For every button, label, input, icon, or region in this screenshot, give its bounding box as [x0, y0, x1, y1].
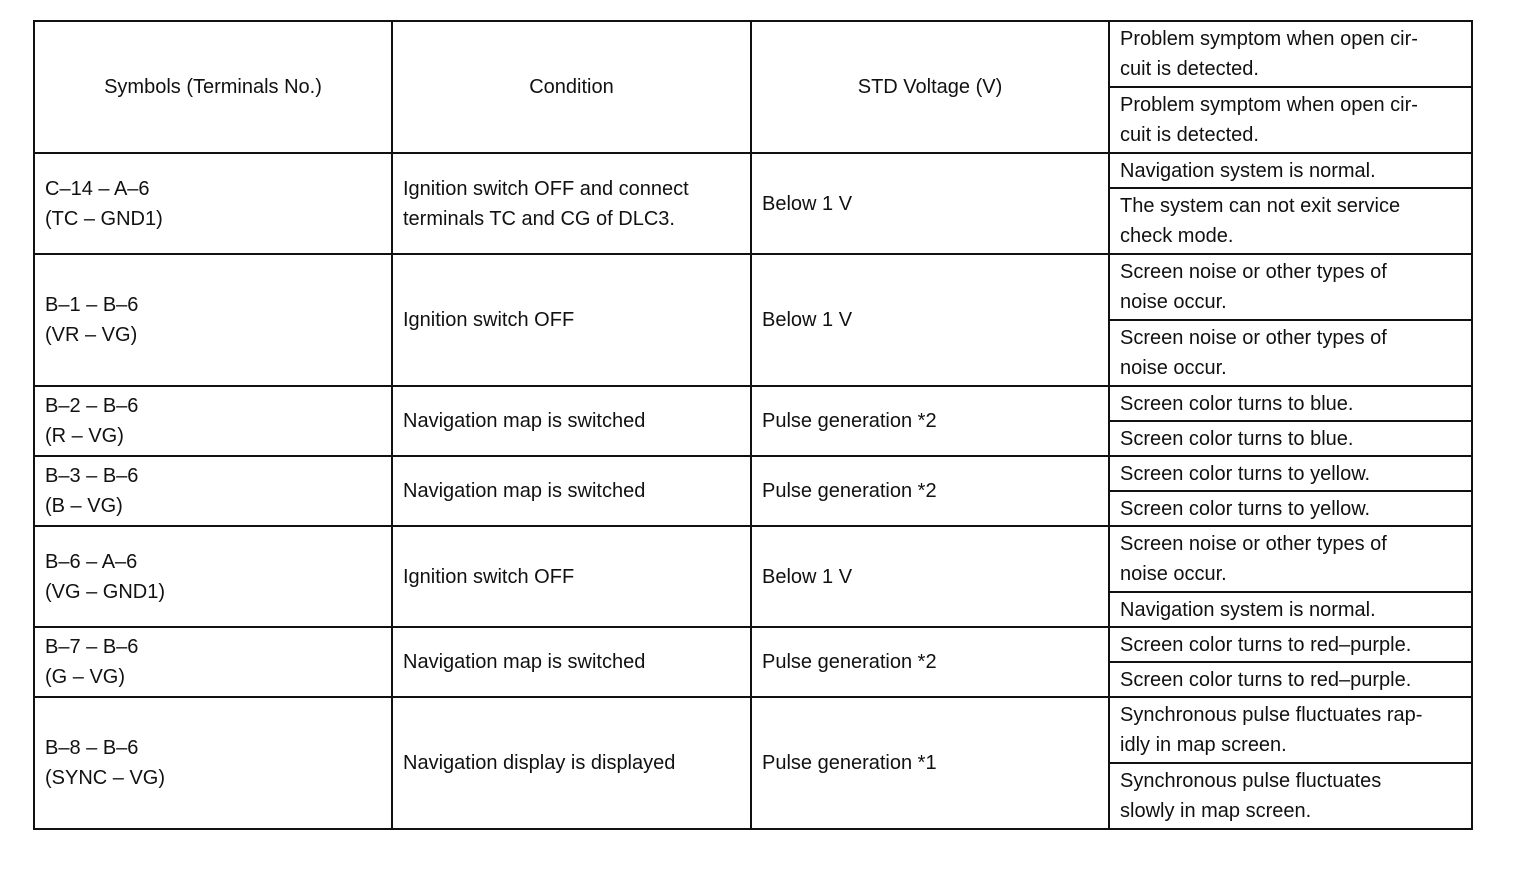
- symptom-b-line: Screen noise or other types of: [1120, 327, 1387, 349]
- symptom-b-cell: [1109, 592, 1472, 627]
- symptom-b-line: Screen color turns to red–purple.: [1120, 668, 1412, 691]
- terminal-symbol-cell: [34, 386, 392, 456]
- std-voltage-cell: Below 1 V: [751, 254, 1109, 386]
- table-row: [34, 627, 1472, 662]
- symptom-a-line: Problem symptom when open cir-: [1120, 28, 1418, 50]
- header-std-voltage: STD Voltage (V): [751, 21, 1109, 153]
- symptom-a-line: noise occur.: [1120, 291, 1227, 313]
- symptom-b-line: The system can not exit service: [1120, 195, 1401, 217]
- terminal-symbol-cell: [34, 153, 392, 254]
- symptom-b-line: Screen color turns to blue.: [1120, 427, 1354, 450]
- header-symbols: Symbols (Terminals No.): [34, 21, 392, 153]
- condition-cell: [392, 697, 751, 829]
- terminal-symbol-line: (TC – GND1): [45, 207, 163, 230]
- symptom-a-cell: [1109, 153, 1472, 188]
- symptom-b-line: Problem symptom when open cir-: [1120, 94, 1418, 116]
- condition-line: terminals TC and CG of DLC3.: [403, 207, 675, 230]
- condition-cell: [392, 153, 751, 254]
- terminal-symbol-line: (B – VG): [45, 495, 123, 517]
- symptom-a-line: idly in map screen.: [1120, 734, 1287, 756]
- symptom-a-cell: [1109, 456, 1472, 491]
- table-row: [34, 456, 1472, 491]
- header-row: [34, 21, 1472, 87]
- symptom-a-line: Screen color turns to red–purple.: [1120, 633, 1412, 656]
- symptom-b-cell: [1109, 188, 1472, 254]
- condition-line: Ignition switch OFF: [403, 565, 575, 588]
- symptom-a-cell: [1109, 627, 1472, 662]
- std-voltage-cell: Pulse generation *2: [751, 386, 1109, 456]
- terminal-symbol-line: C–14 – A–6: [45, 177, 150, 200]
- terminal-symbol-line: (VR – VG): [45, 324, 138, 346]
- condition-line: Ignition switch OFF: [403, 309, 575, 331]
- symptom-b-line: check mode.: [1120, 225, 1234, 247]
- table-body: [34, 21, 1472, 829]
- condition-cell: [392, 456, 751, 526]
- table-row: [34, 254, 1472, 320]
- condition-cell: [392, 627, 751, 697]
- symptom-a-cell: [1109, 254, 1472, 320]
- symptom-b-cell: [1109, 421, 1472, 456]
- symptom-b-line: cuit is detected.: [1120, 124, 1259, 146]
- condition-line: Navigation map is switched: [403, 480, 646, 502]
- terminal-symbol-line: (R – VG): [45, 425, 124, 447]
- symptom-a-line: Screen noise or other types of: [1120, 533, 1387, 555]
- terminal-symbol-line: B–3 – B–6: [45, 465, 139, 487]
- symptom-b-cell: [1109, 491, 1472, 526]
- terminal-symbol-cell: [34, 697, 392, 829]
- terminal-symbol-cell: [34, 526, 392, 627]
- symptom-a-cell: [1109, 526, 1472, 592]
- symptom-b-line: slowly in map screen.: [1120, 800, 1312, 822]
- table-row: [34, 386, 1472, 421]
- symptom-a-line: Screen noise or other types of: [1120, 261, 1387, 283]
- symptom-b-line: noise occur.: [1120, 357, 1227, 379]
- symptom-b-cell: [1109, 662, 1472, 697]
- symptom-b-line: Screen color turns to yellow.: [1120, 497, 1371, 520]
- condition-line: Navigation display is displayed: [403, 752, 676, 774]
- table-row: [34, 697, 1472, 763]
- terminal-symbol-line: (VG – GND1): [45, 580, 166, 603]
- condition-line: Ignition switch OFF and connect: [403, 177, 689, 200]
- table-row: [34, 153, 1472, 188]
- std-voltage-cell: Pulse generation *2: [751, 456, 1109, 526]
- std-voltage-cell: Below 1 V: [751, 526, 1109, 627]
- terminal-symbol-line: B–1 – B–6: [45, 294, 139, 316]
- terminal-voltage-table: [33, 20, 1473, 830]
- symptom-a-line: noise occur.: [1120, 563, 1227, 585]
- condition-cell: [392, 526, 751, 627]
- symptom-a-line: Navigation system is normal.: [1120, 159, 1376, 182]
- symptom-b-cell: [1109, 320, 1472, 386]
- header-symptom-b: [1109, 87, 1472, 153]
- symptom-b-cell: [1109, 763, 1472, 829]
- std-voltage-cell: Below 1 V: [751, 153, 1109, 254]
- symptom-a-line: Synchronous pulse fluctuates rap-: [1120, 704, 1423, 726]
- condition-cell: [392, 254, 751, 386]
- terminal-symbol-line: B–8 – B–6: [45, 737, 139, 759]
- terminal-symbol-line: B–2 – B–6: [45, 395, 139, 417]
- std-voltage-cell: Pulse generation *1: [751, 697, 1109, 829]
- symptom-a-line: Screen color turns to yellow.: [1120, 462, 1371, 485]
- symptom-b-line: Navigation system is normal.: [1120, 598, 1376, 621]
- condition-cell: [392, 386, 751, 456]
- symptom-a-line: Screen color turns to blue.: [1120, 392, 1354, 415]
- header-symptom-a: [1109, 21, 1472, 87]
- condition-line: Navigation map is switched: [403, 651, 646, 673]
- terminal-symbol-line: B–7 – B–6: [45, 636, 139, 658]
- std-voltage-cell: Pulse generation *2: [751, 627, 1109, 697]
- table-row: [34, 526, 1472, 592]
- terminal-symbol-line: B–6 – A–6: [45, 550, 138, 573]
- terminal-symbol-cell: [34, 254, 392, 386]
- terminal-symbol-line: (SYNC – VG): [45, 767, 166, 789]
- terminal-symbol-cell: [34, 627, 392, 697]
- symptom-a-cell: [1109, 386, 1472, 421]
- terminal-symbol-line: (G – VG): [45, 666, 126, 688]
- symptom-a-cell: [1109, 697, 1472, 763]
- header-condition: Condition: [392, 21, 751, 153]
- symptom-b-line: Synchronous pulse fluctuates: [1120, 770, 1382, 792]
- condition-line: Navigation map is switched: [403, 410, 646, 432]
- symptom-a-line: cuit is detected.: [1120, 58, 1259, 80]
- terminal-symbol-cell: [34, 456, 392, 526]
